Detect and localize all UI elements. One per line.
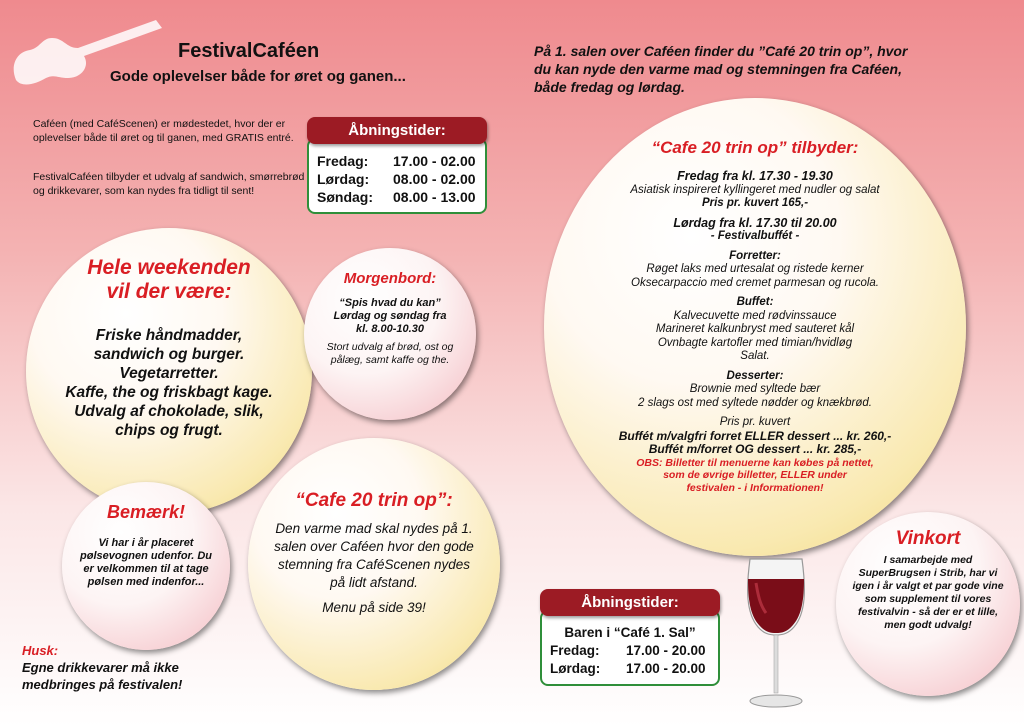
hours-row: Lørdag: 08.00 - 02.00 xyxy=(317,171,476,187)
list-item: Udvalg af chokolade, slik, xyxy=(74,403,264,420)
right-header: På 1. salen over Caféen finder du ”Café 20 trin op”, hvor du kan nyde den varme mad og stemningen fra Caféen, både fredag og lørdag. xyxy=(534,43,908,95)
morgenbord-quote: “Spis hvad du kan” Lørdag og søndag fra kl. 8.00-10.30 xyxy=(333,297,447,335)
page-subtitle: Gode oplevelser både for øret og ganen... xyxy=(110,68,406,85)
opening-hours-table xyxy=(307,138,487,214)
morgenbord-title: Morgenbord: xyxy=(343,270,437,287)
list-item: Oksecarpaccio med cremet parmesan og rucola. xyxy=(631,276,879,289)
list-item: Kalvecuvette med rødvinssauce xyxy=(673,309,837,322)
vinkort-text: I samarbejde med SuperBrugsen i Strib, har vi igen i år valgt et par gode vine som supplement til vores festivalvin - så der er et lille, men godt udvalg! xyxy=(852,554,1004,631)
bar-hours-sub: Baren i “Café 1. Sal” xyxy=(564,625,696,640)
opening-hours-box xyxy=(307,117,487,214)
list-item: sandwich og burger. xyxy=(93,346,245,363)
husk-title: Husk: xyxy=(22,643,59,658)
weekend-circle xyxy=(26,228,312,514)
vinkort-title: Vinkort xyxy=(895,528,961,549)
wine-glass-icon xyxy=(736,555,816,715)
intro-paragraph-2: FestivalCaféen tilbyder et udvalg af sandwich, smørrebrød og drikkevarer, som kan nydes fra tidligt til sent! xyxy=(33,171,305,197)
list-item: Vegetarretter. xyxy=(119,365,219,382)
bemaerk-title: Bemærk! xyxy=(106,502,186,522)
bemaerk-circle xyxy=(62,482,230,650)
list-item: 2 slags ost med syltede nødder og knækbrød. xyxy=(638,396,872,409)
menu-content: Fredag fra kl. 17.30 - 19.30 Asiatisk inspireret kyllingeret med nudler og salat Pris pr. kuvert 165,- Lørdag fra kl. 17.30 til 20.00 - Festivalbuffét - Forretter: Røget laks med urtesalat og ristede kerner Oksecarpaccio med cremet parmesan og rucola. Buffet: Kalvecuvette med rødvinssauce Marineret kalkunbryst med sauteret kål Ovnbagte kartofler med timian/hvidløg Salat. Desserter: Brownie med syltede bær 2 slags ost med syltede nødder og knækbrød. Pris pr. kuvert Buffét m/valgfri forret ELLER dessert ... kr. 260,- Buffét m/forret OG dessert ... kr. 285,- OBS: Billetter til menuerne kan købes på nettet, som de øvrige billetter, ELLER under festivalen - i Informationen! xyxy=(568,170,942,494)
morgenbord-circle xyxy=(304,248,476,420)
list-item: Røget laks med urtesalat og ristede kerner xyxy=(646,263,864,275)
obs-note: OBS: Billetter til menuerne kan købes på nettet, som de øvrige billetter, ELLER under festivalen - i Informationen! xyxy=(636,456,874,494)
cafe20-title: “Cafe 20 trin op”: xyxy=(295,490,453,511)
morgenbord-text: Stort udvalg af brød, ost og pålæg, samt kaffe og the. xyxy=(326,341,454,366)
list-item: Ovnbagte kartofler med timian/hvidløg xyxy=(657,336,853,349)
bemaerk-text: Vi har i år placeret pølsevognen udenfor. Du er velkommen til at tage pølsen med indenfor... xyxy=(80,537,213,588)
cafe20-menu-note: Menu på side 39! xyxy=(322,600,426,615)
weekend-title: Hele weekenden vil der være: xyxy=(87,256,251,303)
hours-row: Lørdag: 17.00 - 20.00 xyxy=(550,661,706,676)
hours-row: Søndag: 08.00 - 13.00 xyxy=(317,189,476,205)
menu-title: “Cafe 20 trin op” tilbyder: xyxy=(651,138,859,157)
hours-row: Fredag: 17.00 - 02.00 xyxy=(317,153,476,169)
vinkort-circle xyxy=(836,512,1020,696)
bar-hours-box xyxy=(540,589,720,686)
list-item: Friske håndmadder, xyxy=(95,327,243,344)
list-item: Salat. xyxy=(740,350,770,362)
right-page xyxy=(512,0,1024,726)
weekend-list xyxy=(26,326,312,440)
menu-circle xyxy=(544,98,966,556)
list-item: Marineret kalkunbryst med sauteret kål xyxy=(655,323,855,335)
intro-paragraph-1: Caféen (med CaféScenen) er mødestedet, hvor der er oplevelser både til øret og til ganen, med GRATIS entré. xyxy=(33,118,294,144)
page-title: FestivalCaféen xyxy=(178,40,320,62)
hours-row: Fredag: 17.00 - 20.00 xyxy=(550,643,706,658)
list-item: chips og frugt. xyxy=(115,422,223,439)
husk-note: Husk: Egne drikkevarer må ikke medbringes på festivalen! xyxy=(22,643,183,692)
bar-hours-table xyxy=(540,610,720,686)
list-item: Kaffe, the og friskbagt kage. xyxy=(65,384,273,401)
opening-hours-heading: Åbningstider: xyxy=(307,117,487,144)
cafe20-circle xyxy=(248,438,500,690)
cafe20-text: Den varme mad skal nydes på 1. salen over Caféen hvor den gode stemning fra CaféScenen nydes på lidt afstand. xyxy=(274,521,474,590)
bar-hours-heading: Åbningstider: xyxy=(540,589,720,616)
list-item: Brownie med syltede bær xyxy=(689,383,821,395)
